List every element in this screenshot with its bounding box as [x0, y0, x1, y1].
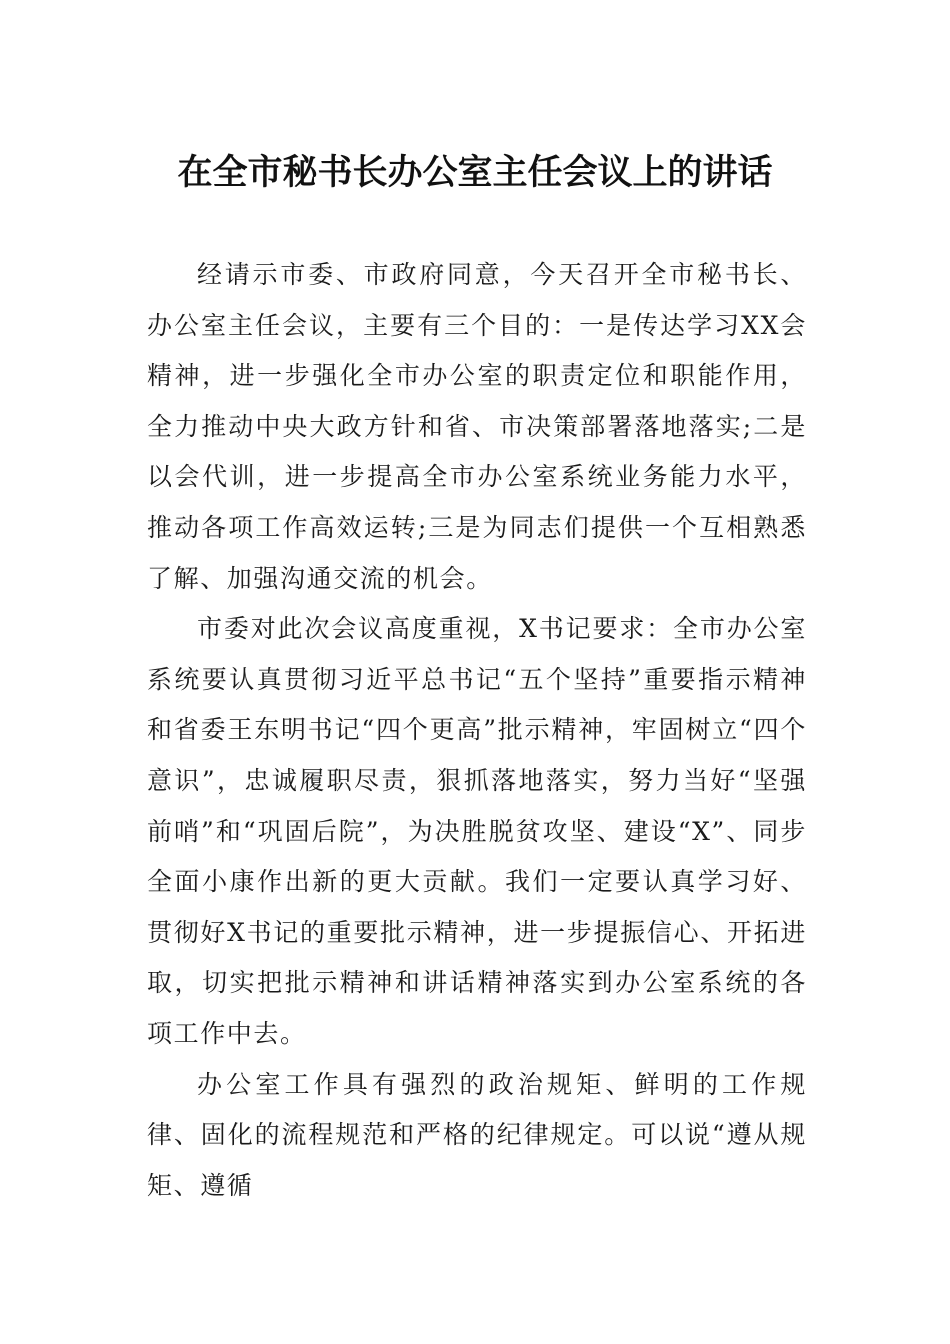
paragraph-3: 办公室工作具有强烈的政治规矩、鲜明的工作规律、固化的流程规范和严格的纪律规定。可以说“遵从规矩、遵循 — [147, 1069, 807, 1200]
document-body — [147, 250, 807, 1211]
paragraph-2: 市委对此次会议高度重视，X书记要求：全市办公室系统要认真贯彻习近平总书记“五个坚持”重要指示精神和省委王东明书记“四个更高”批示精神，牢固树立“四个意识”，忠诚履职尽责，狠抓落地落实，努力当好“坚强前哨”和“巩固后院”，为决胜脱贫攻坚、建设“X”、同步全面小康作出新的更大贡献。我们一定要认真学习好、贯彻好X书记的重要批示精神，进一步提振信心、开拓进取，切实把批示精神和讲话精神落实到办公室系统的各项工作中去。 — [147, 614, 807, 1048]
document-title: 在全市秘书长办公室主任会议上的讲话 — [177, 152, 773, 193]
paragraph-1: 经请示市委、市政府同意，今天召开全市秘书长、办公室主任会议，主要有三个目的：一是传达学习XX会精神，进一步强化全市办公室的职责定位和职能作用，全力推动中央大政方针和省、市决策部署落地落实;二是以会代训，进一步提高全市办公室系统业务能力水平，推动各项工作高效运转;三是为同志们提供一个互相熟悉了解、加强沟通交流的机会。 — [147, 260, 807, 593]
